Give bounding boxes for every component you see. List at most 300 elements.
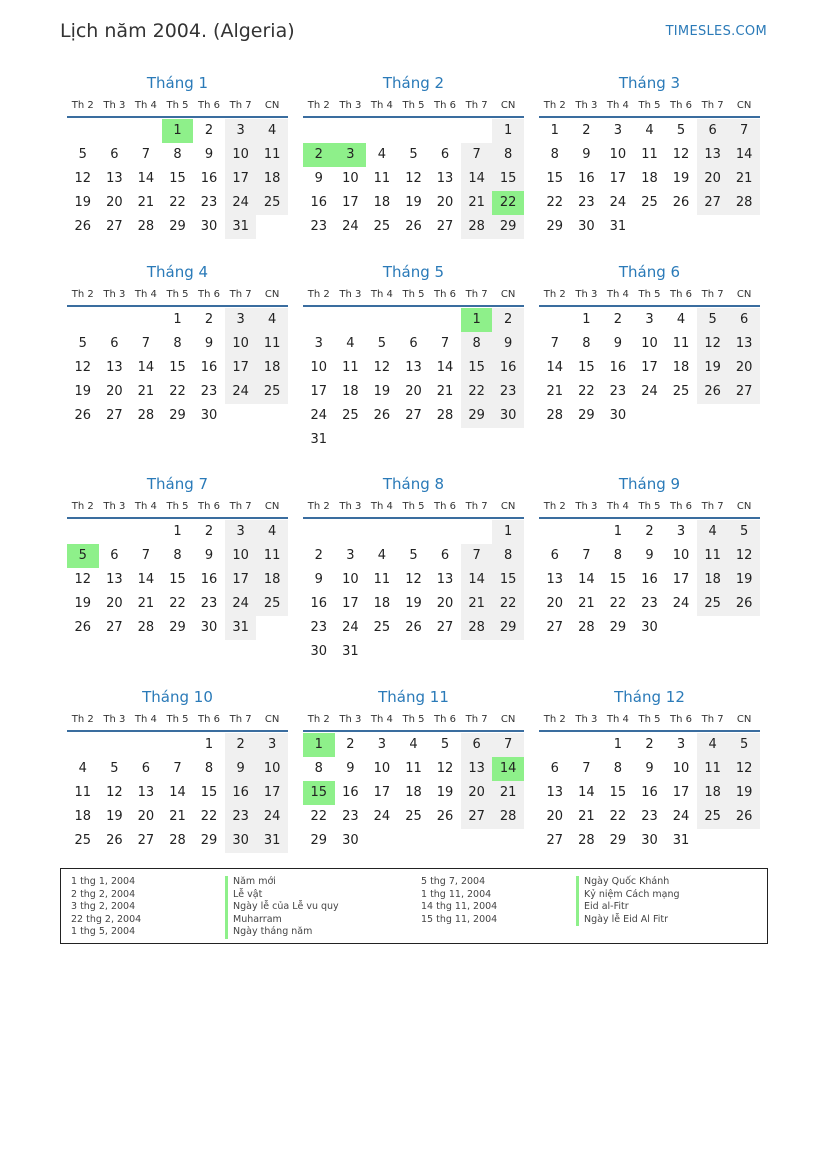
day-cell: 29 [169,408,186,423]
day-cell: 13 [728,332,760,356]
day-cell: 4 [409,737,418,752]
weekday-label: Th 5 [166,713,189,725]
day-cell: 15 [200,785,218,800]
day-cell: 17 [225,568,257,592]
day-cell: 17 [256,781,288,805]
day-cell: 19 [405,596,422,611]
empty-cell [67,520,99,544]
day-cell: 31 [225,616,257,640]
day-cell: 30 [609,408,627,423]
legend-entry: 1 thg 1, 2004 [71,876,136,887]
day-grid [67,520,288,640]
day-cell: 28 [546,408,564,423]
empty-cell [99,119,131,143]
weekday-label: Th 2 [71,500,94,512]
month-name: Tháng 5 [382,263,445,281]
day-cell: 24 [609,195,627,210]
day-cell: 10 [373,761,391,776]
weekday-header [539,283,760,307]
day-cell: 9 [645,548,654,563]
day-cell: 11 [697,544,729,568]
day-cell: 16 [200,171,218,186]
weekday-label: Th 7 [465,99,488,111]
day-cell: 10 [641,336,658,351]
day-cell: 7 [141,548,151,563]
day-cell: 23 [225,805,257,829]
day-cell: 29 [200,833,218,848]
weekday-label: Th 7 [465,500,488,512]
holiday-day-cell: 15 [303,781,335,805]
legend-entry: Eid al-Fitr [576,901,680,914]
day-cell: 8 [582,336,591,351]
weekday-label: Th 2 [71,99,94,111]
day-cell: 24 [342,219,359,234]
day-cell: 31 [342,644,359,659]
day-cell: 25 [373,620,391,635]
day-cell: 2 [645,737,654,752]
legend-right-dates [421,876,497,926]
day-cell: 14 [461,167,493,191]
day-cell: 15 [492,167,524,191]
weekday-label: Th 6 [670,288,693,300]
day-grid [303,733,524,853]
day-cell: 29 [492,215,524,239]
day-cell: 22 [200,809,218,824]
day-cell: 21 [546,384,564,399]
month-block [303,473,524,664]
day-cell: 21 [137,195,155,210]
empty-cell [67,733,99,757]
day-cell: 4 [676,312,686,327]
day-cell: 14 [169,785,186,800]
empty-cell [303,119,335,143]
day-cell: 28 [728,191,760,215]
day-cell: 19 [74,195,92,210]
day-cell: 11 [641,147,658,162]
day-cell: 17 [373,785,391,800]
day-cell: 28 [169,833,186,848]
weekday-label: Th 2 [307,713,330,725]
day-cell: 16 [310,596,328,611]
day-cell: 17 [609,171,627,186]
day-grid [303,119,524,239]
day-cell: 29 [609,833,627,848]
day-cell: 13 [405,360,422,375]
day-cell: 4 [346,336,355,351]
day-cell: 3 [225,119,257,143]
day-cell: 3 [377,737,387,752]
day-cell: 23 [578,195,595,210]
weekday-label: Th 4 [606,99,629,111]
empty-cell [429,119,461,143]
weekday-label: Th 5 [638,288,661,300]
day-cell: 11 [373,572,391,587]
day-cell: 18 [641,171,658,186]
weekday-label: Th 7 [465,288,488,300]
holiday-day-cell: 1 [303,733,335,757]
day-cell: 28 [578,833,595,848]
day-grid [67,308,288,428]
legend-entry: 2 thg 2, 2004 [71,888,136,900]
day-cell: 9 [204,548,214,563]
month-name: Tháng 6 [618,263,681,281]
day-cell: 17 [342,195,359,210]
empty-cell [398,119,430,143]
weekday-label: Th 2 [543,500,566,512]
legend-entry: Lễ vật [225,889,339,902]
day-cell: 27 [405,408,422,423]
day-cell: 12 [697,332,729,356]
day-grid [539,119,760,239]
day-cell: 18 [74,809,92,824]
day-cell: 15 [492,568,524,592]
day-cell: 1 [173,312,182,327]
day-cell: 27 [106,219,123,234]
day-cell: 22 [609,596,627,611]
empty-cell [539,733,571,757]
month-block [67,473,288,640]
day-cell: 5 [409,548,418,563]
day-cell: 12 [728,757,760,781]
day-cell: 21 [578,809,595,824]
day-cell: 9 [204,336,214,351]
day-cell: 31 [672,833,690,848]
day-cell: 24 [225,380,257,404]
empty-cell [130,733,162,757]
legend-entry: Ngày lễ của Lễ vu quy [225,901,339,914]
month-block [303,261,524,452]
day-cell: 29 [546,219,564,234]
day-grid [303,520,524,664]
empty-cell [539,308,571,332]
day-cell: 27 [728,380,760,404]
weekday-label: Th 4 [370,99,393,111]
day-cell: 12 [436,761,454,776]
day-grid [303,308,524,452]
day-cell: 26 [74,620,92,635]
empty-cell [366,520,398,544]
weekday-label: Th 2 [71,713,94,725]
legend-entry: 5 thg 7, 2004 [421,876,486,887]
day-cell: 11 [256,544,288,568]
legend-entry: Ngày Quốc Khánh [576,876,680,889]
day-cell: 30 [310,644,328,659]
weekday-label: Th 6 [434,713,457,725]
day-cell: 21 [461,592,493,616]
day-cell: 24 [641,384,658,399]
day-cell: 29 [492,616,524,640]
day-cell: 13 [436,572,454,587]
day-cell: 10 [342,171,359,186]
weekday-label: Th 5 [638,99,661,111]
holiday-day-cell: 1 [162,119,194,143]
day-cell: 14 [578,572,595,587]
weekday-label: Th 4 [134,500,157,512]
day-cell: 7 [582,761,591,776]
day-cell: 10 [310,360,328,375]
weekday-label: Th 4 [370,288,393,300]
weekday-label: Th 3 [575,500,598,512]
day-cell: 16 [200,360,218,375]
day-cell: 31 [256,829,288,853]
day-cell: 19 [697,356,729,380]
legend-entry: Năm mới [225,876,339,889]
day-cell: 19 [672,171,690,186]
day-cell: 18 [697,568,729,592]
day-cell: 22 [169,596,186,611]
day-cell: 17 [342,596,359,611]
day-cell: 26 [728,592,760,616]
day-cell: 21 [578,596,595,611]
day-cell: 1 [613,524,623,539]
weekday-label: Th 7 [701,99,724,111]
day-cell: 2 [314,548,323,563]
weekday-label: Th 7 [701,713,724,725]
day-cell: 23 [200,596,218,611]
empty-cell [67,308,99,332]
weekday-label: Th 7 [229,99,252,111]
day-cell: 19 [373,384,391,399]
day-cell: 23 [492,380,524,404]
day-cell: 24 [373,809,391,824]
day-cell: 5 [409,147,418,162]
day-cell: 23 [200,195,218,210]
weekday-label: Th 6 [434,500,457,512]
day-cell: 20 [546,809,564,824]
weekday-label: Th 5 [402,99,425,111]
day-cell: 6 [461,733,493,757]
day-cell: 18 [697,781,729,805]
day-cell: 4 [377,548,387,563]
empty-cell [130,520,162,544]
day-cell: 29 [609,620,627,635]
day-cell: 9 [492,332,524,356]
weekday-label: Th 4 [134,99,157,111]
day-cell: 9 [204,147,214,162]
weekday-label: CN [264,500,280,512]
weekday-label: Th 5 [638,713,661,725]
day-cell: 21 [137,384,155,399]
weekday-label: CN [736,99,752,111]
empty-cell [366,119,398,143]
day-cell: 27 [436,219,454,234]
day-cell: 30 [225,829,257,853]
day-grid [539,520,760,640]
day-cell: 12 [405,171,422,186]
day-cell: 5 [728,733,760,757]
day-cell: 8 [173,147,182,162]
day-cell: 2 [204,123,214,138]
day-cell: 11 [697,757,729,781]
day-cell: 3 [676,737,686,752]
weekday-label: CN [500,500,516,512]
day-cell: 4 [78,761,87,776]
day-cell: 6 [550,761,559,776]
day-cell: 16 [578,171,595,186]
month-block [539,473,760,640]
day-cell: 15 [578,360,595,375]
weekday-label: Th 3 [575,713,598,725]
day-cell: 8 [461,332,493,356]
weekday-label: Th 2 [307,288,330,300]
day-cell: 13 [546,572,564,587]
holiday-day-cell: 14 [492,757,524,781]
weekday-label: Th 4 [606,500,629,512]
day-cell: 24 [672,596,690,611]
month-name: Tháng 1 [146,74,209,92]
day-cell: 22 [578,384,595,399]
day-cell: 28 [461,616,493,640]
day-cell: 21 [137,596,155,611]
day-cell: 25 [256,592,288,616]
weekday-header [539,708,760,732]
day-cell: 19 [74,596,92,611]
day-cell: 19 [728,781,760,805]
day-cell: 22 [169,384,186,399]
day-cell: 4 [377,147,387,162]
day-cell: 9 [645,761,654,776]
day-cell: 22 [310,809,328,824]
day-cell: 5 [697,308,729,332]
weekday-label: CN [264,99,280,111]
day-cell: 1 [582,312,591,327]
day-cell: 8 [613,548,623,563]
weekday-label: Th 6 [198,500,221,512]
day-cell: 20 [461,781,493,805]
day-cell: 7 [141,336,151,351]
day-cell: 17 [225,167,257,191]
day-cell: 25 [697,592,729,616]
weekday-label: Th 3 [575,288,598,300]
weekday-label: CN [264,288,280,300]
weekday-header [67,94,288,118]
weekday-label: Th 5 [166,500,189,512]
month-block [67,72,288,239]
day-cell: 3 [676,524,686,539]
weekday-label: Th 6 [670,500,693,512]
day-cell: 26 [405,620,422,635]
holiday-legend [60,868,768,944]
day-cell: 19 [106,809,123,824]
day-cell: 13 [106,572,123,587]
day-cell: 20 [436,596,454,611]
weekday-label: Th 6 [198,99,221,111]
day-cell: 20 [137,809,155,824]
weekday-label: Th 5 [638,500,661,512]
day-cell: 20 [728,356,760,380]
day-cell: 18 [256,568,288,592]
day-cell: 24 [672,809,690,824]
weekday-label: CN [736,288,752,300]
empty-cell [67,119,99,143]
day-cell: 28 [492,805,524,829]
weekday-label: Th 4 [134,288,157,300]
day-cell: 8 [492,143,524,167]
day-cell: 13 [436,171,454,186]
empty-cell [571,520,603,544]
day-cell: 12 [405,572,422,587]
day-cell: 21 [728,167,760,191]
day-cell: 6 [550,548,559,563]
day-cell: 3 [613,123,623,138]
day-cell: 22 [169,195,186,210]
weekday-header [539,94,760,118]
empty-cell [429,520,461,544]
month-name: Tháng 3 [618,74,681,92]
day-cell: 6 [728,308,760,332]
day-cell: 13 [697,143,729,167]
day-cell: 8 [314,761,323,776]
day-cell: 31 [225,215,257,239]
weekday-header [67,495,288,519]
weekday-label: CN [736,713,752,725]
day-cell: 23 [641,596,658,611]
day-cell: 16 [609,360,627,375]
day-cell: 9 [346,761,355,776]
day-cell: 17 [310,384,328,399]
day-cell: 21 [436,384,454,399]
weekday-label: CN [500,288,516,300]
empty-cell [335,308,367,332]
weekday-label: Th 4 [606,713,629,725]
day-cell: 6 [697,119,729,143]
day-cell: 8 [550,147,559,162]
day-cell: 26 [373,408,391,423]
day-cell: 29 [169,219,186,234]
day-cell: 30 [200,408,218,423]
weekday-header [303,495,524,519]
empty-cell [539,520,571,544]
day-cell: 29 [578,408,595,423]
site-link[interactable]: TIMESLES.COM [665,24,767,39]
weekday-label: Th 3 [339,99,362,111]
day-cell: 10 [225,143,257,167]
day-cell: 7 [141,147,151,162]
day-cell: 28 [461,215,493,239]
weekday-label: Th 2 [307,500,330,512]
day-cell: 30 [641,833,658,848]
day-cell: 8 [173,548,182,563]
day-cell: 9 [314,572,323,587]
day-cell: 13 [137,785,155,800]
day-cell: 23 [342,809,359,824]
legend-entry: Ngày lễ Eid Al Fitr [576,914,680,927]
day-cell: 2 [492,308,524,332]
day-cell: 1 [173,524,182,539]
legend-entry: 3 thg 2, 2004 [71,901,136,912]
day-cell: 12 [74,572,92,587]
day-cell: 21 [461,191,493,215]
legend-entry: Muharram [225,914,339,927]
weekday-label: Th 5 [166,288,189,300]
weekday-label: Th 3 [339,288,362,300]
day-cell: 13 [461,757,493,781]
day-cell: 7 [461,143,493,167]
month-name: Tháng 4 [146,263,209,281]
empty-cell [571,733,603,757]
day-cell: 30 [578,219,595,234]
day-cell: 30 [342,833,359,848]
weekday-header [303,283,524,307]
weekday-label: Th 3 [103,500,126,512]
month-name: Tháng 11 [378,688,449,706]
day-cell: 1 [492,119,524,143]
day-cell: 28 [137,620,155,635]
day-cell: 10 [225,544,257,568]
legend-entry: Ngày tháng năm [225,926,339,939]
weekday-label: Th 5 [166,99,189,111]
day-cell: 14 [461,568,493,592]
